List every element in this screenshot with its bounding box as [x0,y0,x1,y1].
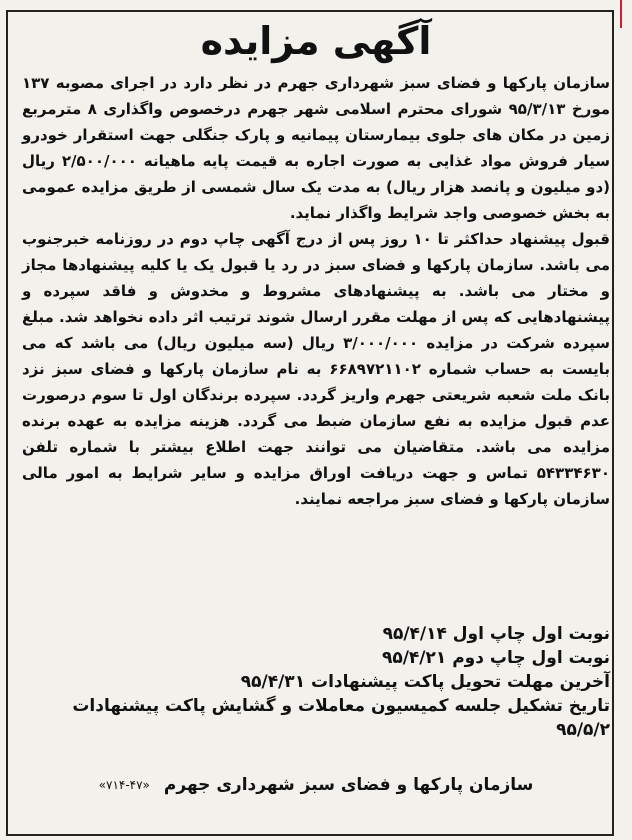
notice-signature [22,770,610,800]
notice-paragraph-1: سازمان پارکها و فضای سبز شهرداری جهرم در نظر دارد در اجرای مصوبه ۱۳۷ مورخ ۹۵/۳/۱۳ شورای محترم اسلامی شهر جهرم درخصوص واگذاری ۸ مترمربع زمین در مکان های جلوی بیمارستان پیمانیه و پارک جنگلی جهت استقرار خودرو سیار فروش مواد غذایی به صورت اجاره به قیمت پایه ماهیانه ۲/۵۰۰/۰۰۰ ریال (دو میلیون و پانصد هزار ریال) به مدت یک سال شمسی از طریق مزایده عمومی به بخش خصوصی واجد شرایط واگذار نماید. [22,74,611,222]
second-print-date: نوبت اول چاپ دوم ۹۵/۴/۲۱ [381,648,610,668]
notice-body [22,70,610,512]
commission-meeting-label: تاریخ تشکیل جلسه کمیسیون معاملات و گشایش پاکت پیشنهادات [72,696,610,716]
commission-meeting-date: ۹۵/۵/۲ [556,720,610,740]
issuer-name: سازمان پارکها و فضای سبز شهرداری جهرم [163,775,534,795]
notice-schedule [22,622,610,742]
notice-title: آگهی مزایده [200,19,432,63]
submission-deadline: آخرین مهلت تحویل پاکت پیشنهادات ۹۵/۴/۳۱ [240,672,610,692]
notice-paragraph-2: قبول پیشنهاد حداکثر تا ۱۰ روز پس از درج آگهی چاپ دوم در روزنامه خبرجنوب می باشد. سازمان پارکها و فضای سبز در رد یا قبول یک یا کلیه پیشنهادها مجاز و مختار می باشد. به پیشنهادهای مشروط و مخدوش و فاقد سپرده و پیشنهادهایی که پس از مهلت مقرر ارسال شوند ترتیب اثر داده نخواهد شد. مبلغ سپرده شرکت در مزایده ۳/۰۰۰/۰۰۰ ریال (سه میلیون ریال) می باشد که می بایست به حساب شماره ۶۶۸۹۷۲۱۱۰۲ به نام سازمان پارکها و فضای سبز نزد بانک ملت شعبه شریعتی جهرم واریز گردد. سپرده برندگان اول تا سوم درصورت عدم قبول مزایده به نفع سازمان ضبط می گردد. هزینه مزایده به عهده برنده مزایده می باشد. متقاضیان می توانند جهت اطلاع بیشتر با شماره تلفن ۵۴۳۳۴۶۳۰ تماس و جهت دریافت اوراق مزایده و سایر شرایط به امور مالی سازمان پارکها و فضای سبز مراجعه نمایند. [22,230,610,508]
first-print-date: نوبت اول چاپ اول ۹۵/۴/۱۴ [382,624,610,644]
ad-code: «۷۱۴-۴۷» [98,778,150,792]
